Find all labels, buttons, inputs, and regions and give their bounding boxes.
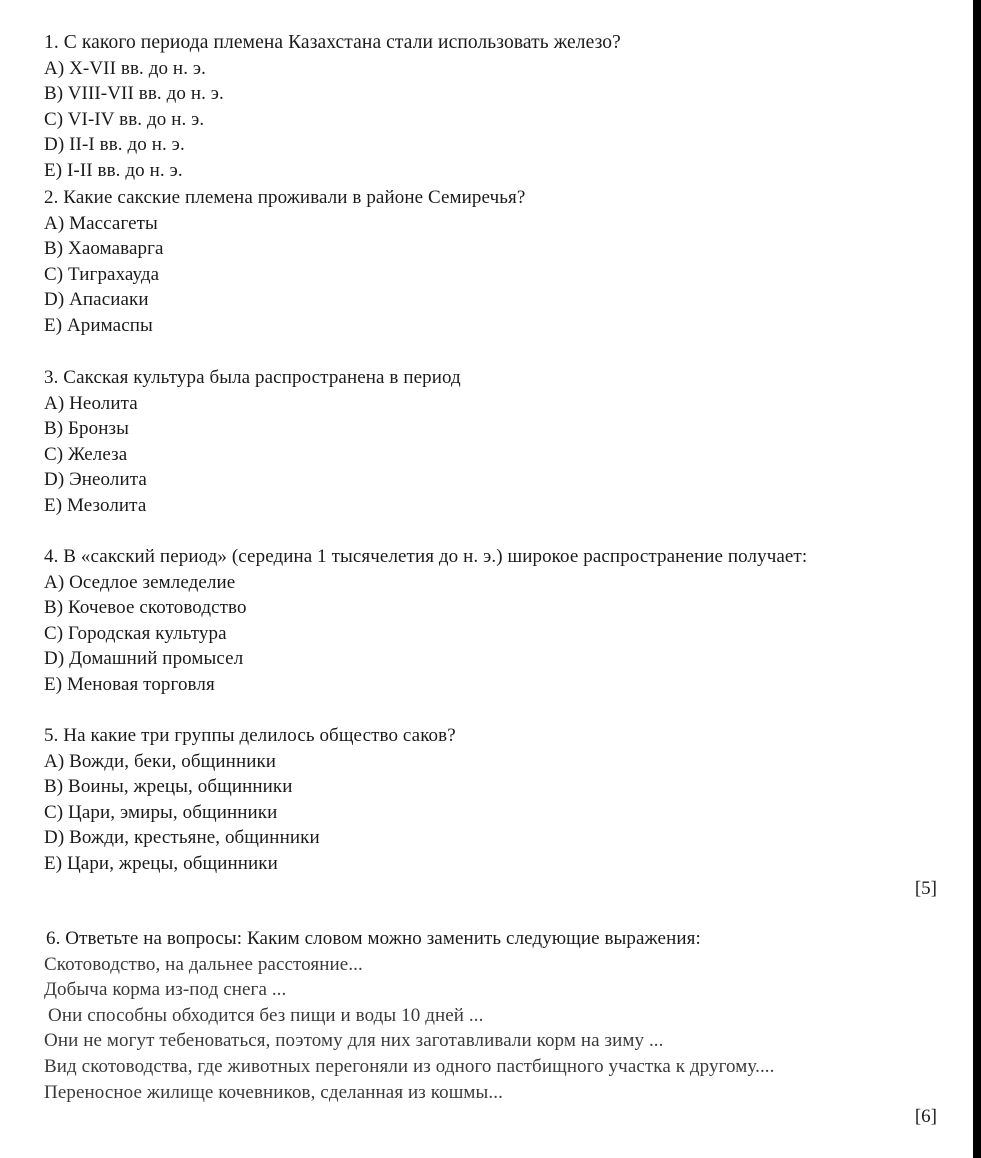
- question-1-title: 1. С какого периода племена Казахстана стали использовать железо?: [44, 32, 621, 53]
- question-2-option-d: D) Апасиаки: [44, 289, 149, 311]
- question-1-option-c: C) VI-IV вв. до н. э.: [44, 108, 205, 130]
- question-2-option-b: B) Хаомаварга: [44, 238, 164, 260]
- question-5-option-a: A) Вожди, беки, общинники: [44, 750, 277, 772]
- question-3-option-b: B) Бронзы: [44, 418, 129, 440]
- question-2-option-c: C) Тиграхауда: [44, 263, 160, 285]
- question-6-item-3: Они способны обходится без пищи и воды 10 дней ...: [48, 1004, 484, 1026]
- question-3-title: 3. Сакская культура была распространена в период: [44, 367, 461, 388]
- question-4-option-c: C) Городская культура: [44, 622, 227, 644]
- question-2-title: 2. Какие сакские племена проживали в районе Семиречья?: [44, 187, 526, 208]
- question-6: [44, 926, 944, 1105]
- question-4-option-b: B) Кочевое скотоводство: [44, 597, 247, 619]
- question-1-option-e: E) I-II вв. до н. э.: [44, 159, 183, 181]
- question-6-item-1: Скотоводство, на дальнее расстояние...: [44, 953, 363, 975]
- question-2-option-e: E) Аримаспы: [44, 314, 153, 336]
- question-1-option-a: A) X-VII вв. до н. э.: [44, 57, 207, 79]
- question-6-item-2: Добыча корма из-под снега ...: [44, 979, 287, 1001]
- question-4-option-a: A) Оседлое земледелие: [44, 571, 236, 593]
- question-3-option-a: A) Неолита: [44, 392, 138, 414]
- question-2: [44, 185, 944, 339]
- question-6-title: 6. Ответьте на вопросы: Каким словом можно заменить следующие выражения:: [46, 928, 701, 949]
- question-4-option-d: D) Домашний промысел: [44, 648, 244, 670]
- question-6-item-5: Вид скотоводства, где животных перегоняли из одного пастбищного участка к другому....: [44, 1055, 775, 1077]
- question-3: [44, 365, 944, 519]
- question-6-item-6: Переносное жилище кочевников, сделанная из кошмы...: [44, 1081, 503, 1103]
- question-3-option-e: E) Мезолита: [44, 494, 147, 516]
- question-4-title: 4. В «сакский период» (середина 1 тысячелетия до н. э.) широкое распространение получает:: [44, 546, 808, 567]
- question-1-option-d: D) II-I вв. до н. э.: [44, 134, 185, 156]
- question-2-option-a: A) Массагеты: [44, 212, 158, 234]
- question-5: [44, 723, 944, 877]
- question-5-option-b: B) Воины, жрецы, общинники: [44, 776, 293, 798]
- question-1: [44, 30, 944, 184]
- question-4: [44, 544, 944, 698]
- question-4-option-e: E) Меновая торговля: [44, 673, 215, 695]
- question-3-option-c: C) Железа: [44, 443, 128, 465]
- score-questions-1-5: [5]: [914, 878, 937, 899]
- question-5-option-d: D) Вожди, крестьяне, общинники: [44, 827, 320, 849]
- question-5-title: 5. На какие три группы делилось общество саков?: [44, 725, 456, 746]
- score-question-6: [6]: [914, 1106, 937, 1127]
- question-3-option-d: D) Энеолита: [44, 469, 147, 491]
- question-5-option-e: E) Цари, жрецы, общинники: [44, 852, 278, 874]
- question-1-option-b: B) VIII-VII вв. до н. э.: [44, 83, 224, 105]
- question-6-item-4: Они не могут тебеноваться, поэтому для них заготавливали корм на зиму ...: [44, 1030, 664, 1052]
- question-5-option-c: C) Цари, эмиры, общинники: [44, 801, 278, 823]
